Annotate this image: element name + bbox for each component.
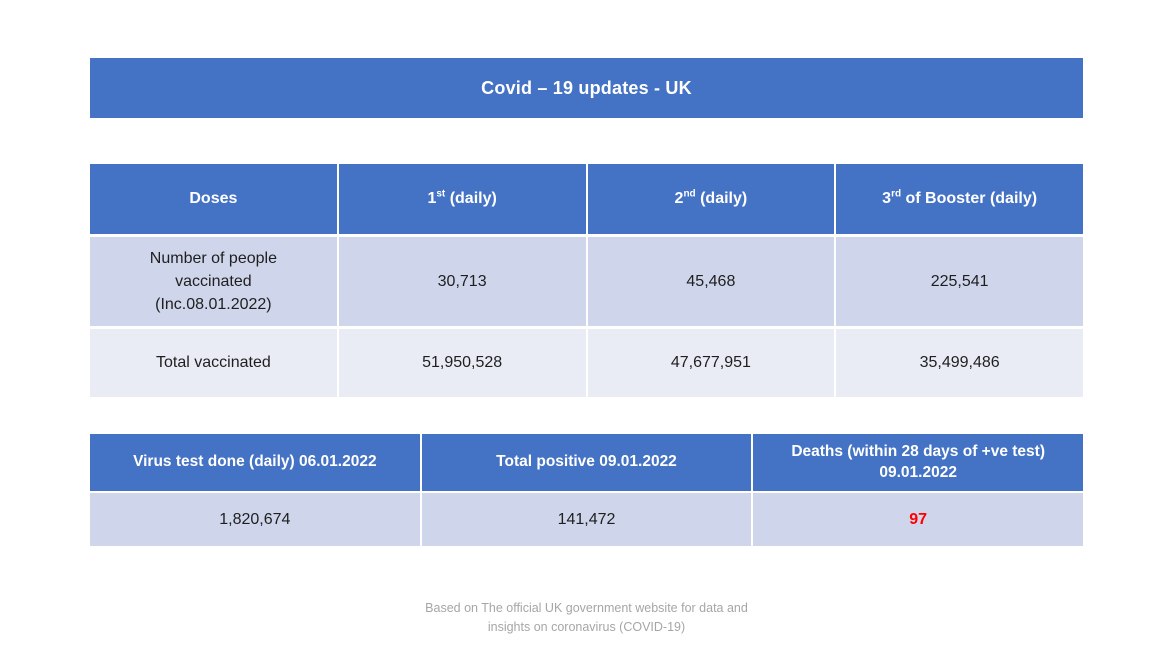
vaccine-header-third-dose	[836, 164, 1083, 234]
stats-header-deaths-lines: Deaths (within 28 days of +ve test) 09.01.2022	[791, 443, 1045, 481]
vaccine-total-first-value: 51,950,528	[339, 329, 586, 397]
vaccine-header-doses-label: Doses	[189, 190, 238, 207]
vaccine-header-second-dose	[588, 164, 835, 234]
stats-positive-value: 141,472	[422, 493, 752, 546]
vaccine-row-total-label: Total vaccinated	[90, 329, 337, 397]
stats-deaths-value: 97	[753, 493, 1083, 546]
vaccine-daily-third-value: 225,541	[836, 237, 1083, 326]
vaccine-row-daily-label	[90, 237, 337, 326]
vaccine-daily-second-value: 45,468	[588, 237, 835, 326]
vaccine-header-first-dose	[339, 164, 586, 234]
title-banner	[90, 58, 1083, 118]
vaccine-daily-first-value: 30,713	[339, 237, 586, 326]
vaccine-header-doses	[90, 164, 337, 234]
source-note-line2: insights on coronavirus (COVID-19)	[487, 620, 686, 635]
vaccine-header-first-dose-label: 1st (daily)	[427, 188, 497, 207]
stats-header-positive: Total positive 09.01.2022	[422, 434, 752, 491]
stats-table	[90, 434, 1083, 546]
stats-header-deaths	[753, 434, 1083, 491]
vaccine-row-daily-label-lines: Number of people vaccinated (Inc.08.01.2022)	[149, 249, 277, 314]
stats-tests-value: 1,820,674	[90, 493, 420, 546]
vaccine-total-second-value: 47,677,951	[588, 329, 835, 397]
vaccine-total-third-value: 35,499,486	[836, 329, 1083, 397]
stats-header-tests: Virus test done (daily) 06.01.2022	[90, 434, 420, 491]
page-title: Covid – 19 updates - UK	[481, 77, 692, 98]
vaccine-header-second-dose-label: 2nd (daily)	[674, 188, 748, 207]
source-note	[90, 599, 1083, 638]
vaccine-table	[90, 164, 1083, 397]
vaccine-header-third-dose-label: 3rd of Booster (daily)	[882, 188, 1038, 207]
source-note-line1: Based on The official UK government website for data and	[425, 601, 748, 615]
